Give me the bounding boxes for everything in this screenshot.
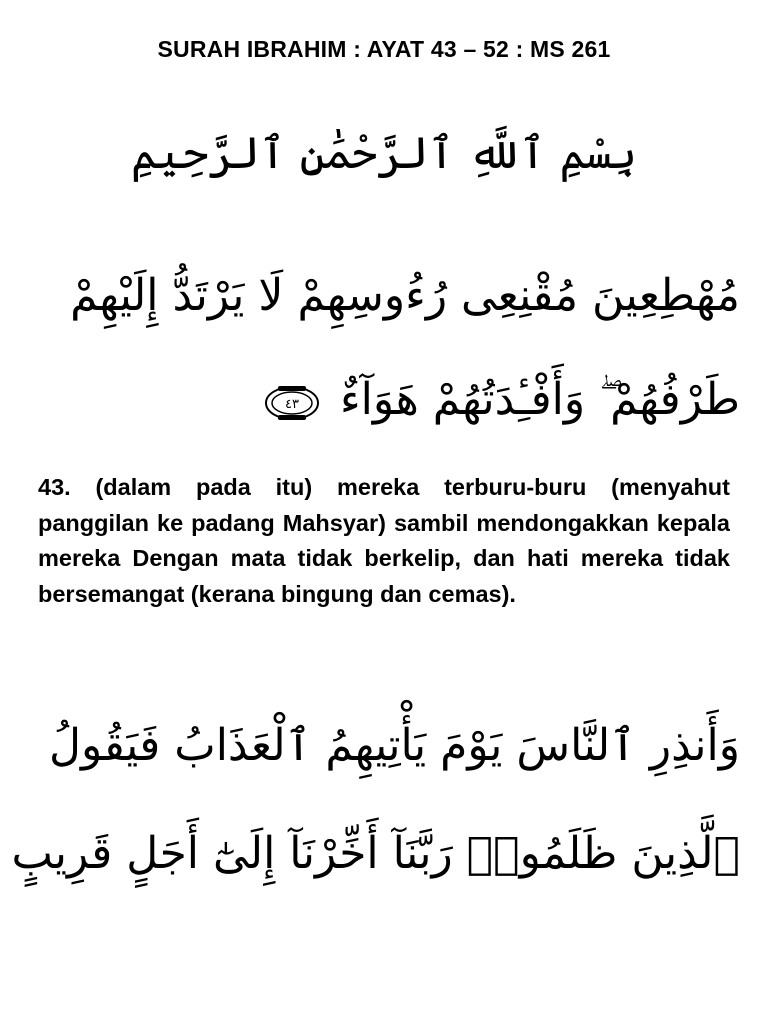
ayah-43-translation: 43. (dalam pada itu) mereka terburu-buru (menyahut panggilan ke padang Mahsyar) sambil mendongakkan kepala mereka Dengan mata tidak berkelip, dan hati mereka tidak bersemangat (kerana bingung dan cemas). bbox=[38, 474, 730, 607]
ayah-43-arabic-line-1: مُهْطِعِينَ مُقْنِعِى رُءُوسِهِمْ لَا يَرْتَدُّ إِلَيْهِمْ bbox=[70, 270, 740, 321]
basmala: بِسْمِ ٱللَّهِ ٱلرَّحْمَٰنِ ٱلرَّحِيمِ bbox=[130, 128, 638, 179]
page-title: SURAH IBRAHIM : AYAT 43 – 52 : MS 261 bbox=[157, 36, 611, 62]
ayah-43-arabic-text: طَرْفُهُمْ ۖ وَأَفْـِٔدَتُهُمْ هَوَآءٌ bbox=[339, 374, 740, 425]
ayah-44-arabic-line-1: وَأَنذِرِ ٱلنَّاسَ يَوْمَ يَأْتِيهِمُ ٱلْعَذَابُ فَيَقُولُ bbox=[49, 720, 740, 771]
ayah-number: ٤٣ bbox=[284, 396, 299, 412]
ayah-43-arabic-line-2 bbox=[30, 372, 740, 427]
ayah-44-arabic-line-2: ٱلَّذِينَ ظَلَمُوا۟ رَبَّنَآ أَخِّرْنَآ إِلَىٰٓ أَجَلٍ قَرِيبٍ bbox=[11, 828, 740, 879]
ayah-end-marker-icon bbox=[264, 385, 320, 421]
